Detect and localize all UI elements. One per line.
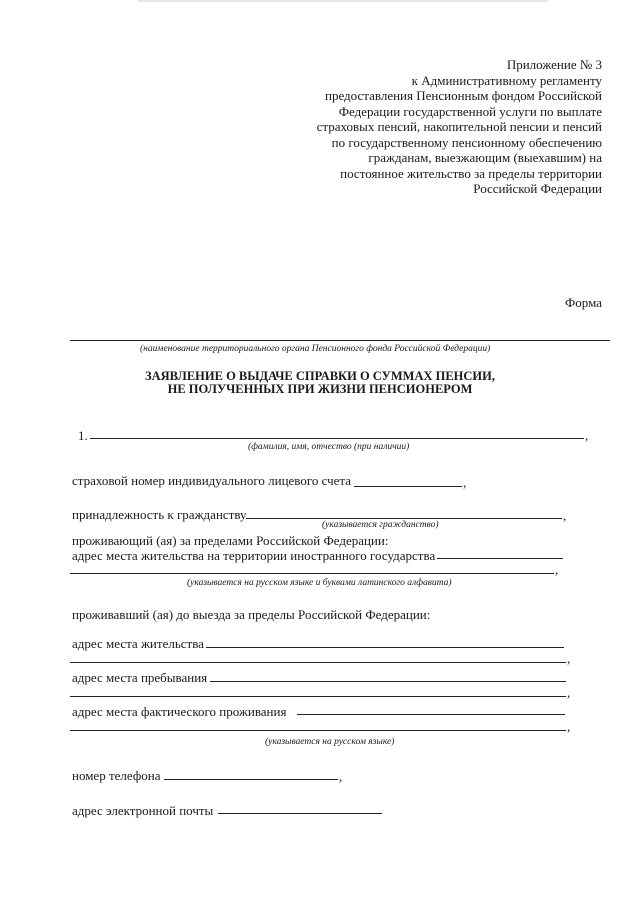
appendix-header bbox=[317, 57, 602, 197]
comma: , bbox=[567, 651, 571, 666]
stay-field[interactable] bbox=[210, 681, 566, 682]
actual-residence-label: адрес места фактического проживания bbox=[72, 704, 287, 719]
actual-residence-field-2[interactable] bbox=[70, 730, 566, 731]
comma: , bbox=[463, 475, 467, 490]
stay-field-2[interactable] bbox=[70, 696, 566, 697]
actual-residence-field[interactable] bbox=[297, 714, 565, 715]
citizenship-label: принадлежность к гражданству bbox=[72, 507, 247, 522]
residence-field[interactable] bbox=[206, 647, 564, 648]
email-field[interactable] bbox=[218, 813, 382, 814]
residence-field-2[interactable] bbox=[70, 662, 566, 663]
abroad-heading: проживающий (ая) за пределами Российской Федерации: bbox=[72, 533, 389, 548]
foreign-address-field[interactable] bbox=[437, 558, 563, 559]
appendix-line: предоставления Пенсионным фондом Российской bbox=[325, 88, 602, 103]
foreign-address-label: адрес места жительства на территории иностранного государства bbox=[72, 548, 436, 563]
comma: , bbox=[585, 428, 589, 443]
scan-edge bbox=[138, 0, 548, 2]
appendix-line: постоянное жительство за пределы территории bbox=[340, 165, 602, 181]
comma: , bbox=[567, 719, 571, 734]
snils-label: страховой номер индивидуального лицевого счета bbox=[72, 473, 352, 488]
comma: , bbox=[555, 562, 559, 577]
appendix-line: Российской Федерации bbox=[473, 181, 602, 196]
full-name-field[interactable] bbox=[90, 438, 584, 439]
appendix-line: Приложение № 3 bbox=[506, 57, 602, 72]
appendix-line: по государственному пенсионному обеспечению bbox=[331, 134, 602, 150]
email-label: адрес электронной почты bbox=[72, 803, 214, 818]
citizenship-caption: (указывается гражданство) bbox=[322, 520, 439, 530]
stay-label: адрес места пребывания bbox=[72, 670, 208, 685]
comma: , bbox=[339, 769, 343, 784]
residence-label: адрес места жительства bbox=[72, 636, 204, 651]
form-label: Форма bbox=[565, 295, 602, 310]
org-caption: (наименование территориального органа Пенсионного фонда Российской Федерации) bbox=[140, 344, 491, 354]
full-name-caption: (фамилия, имя, отчество (при наличии) bbox=[248, 442, 410, 452]
org-name-field[interactable] bbox=[70, 340, 610, 341]
snils-field[interactable] bbox=[354, 486, 462, 487]
russian-language-caption: (указывается на русском языке) bbox=[265, 737, 395, 747]
foreign-address-field-2[interactable] bbox=[70, 573, 554, 574]
phone-label: номер телефона bbox=[72, 768, 161, 783]
form-title-line1: ЗАЯВЛЕНИЕ О ВЫДАЧЕ СПРАВКИ О СУММАХ ПЕНСИИ, bbox=[145, 369, 495, 383]
appendix-line: гражданам, выезжающим (выехавшим) на bbox=[368, 150, 602, 165]
item-number: 1. bbox=[78, 428, 88, 443]
departure-heading: проживавший (ая) до выезда за пределы Российской Федерации: bbox=[72, 607, 431, 622]
comma: , bbox=[567, 685, 571, 700]
appendix-line: страховых пенсий, накопительной пенсии и пенсий bbox=[316, 119, 602, 134]
form-title-line2: НЕ ПОЛУЧЕННЫХ ПРИ ЖИЗНИ ПЕНСИОНЕРОМ bbox=[167, 382, 473, 396]
foreign-address-caption: (указывается на русском языке и буквами латинского алфавита) bbox=[187, 578, 452, 588]
appendix-line: к Административному регламенту bbox=[411, 72, 602, 88]
citizenship-field[interactable] bbox=[246, 518, 562, 519]
comma: , bbox=[563, 508, 567, 523]
phone-field[interactable] bbox=[164, 779, 338, 780]
appendix-line: Федерации государственной услуги по выплате bbox=[338, 103, 602, 119]
